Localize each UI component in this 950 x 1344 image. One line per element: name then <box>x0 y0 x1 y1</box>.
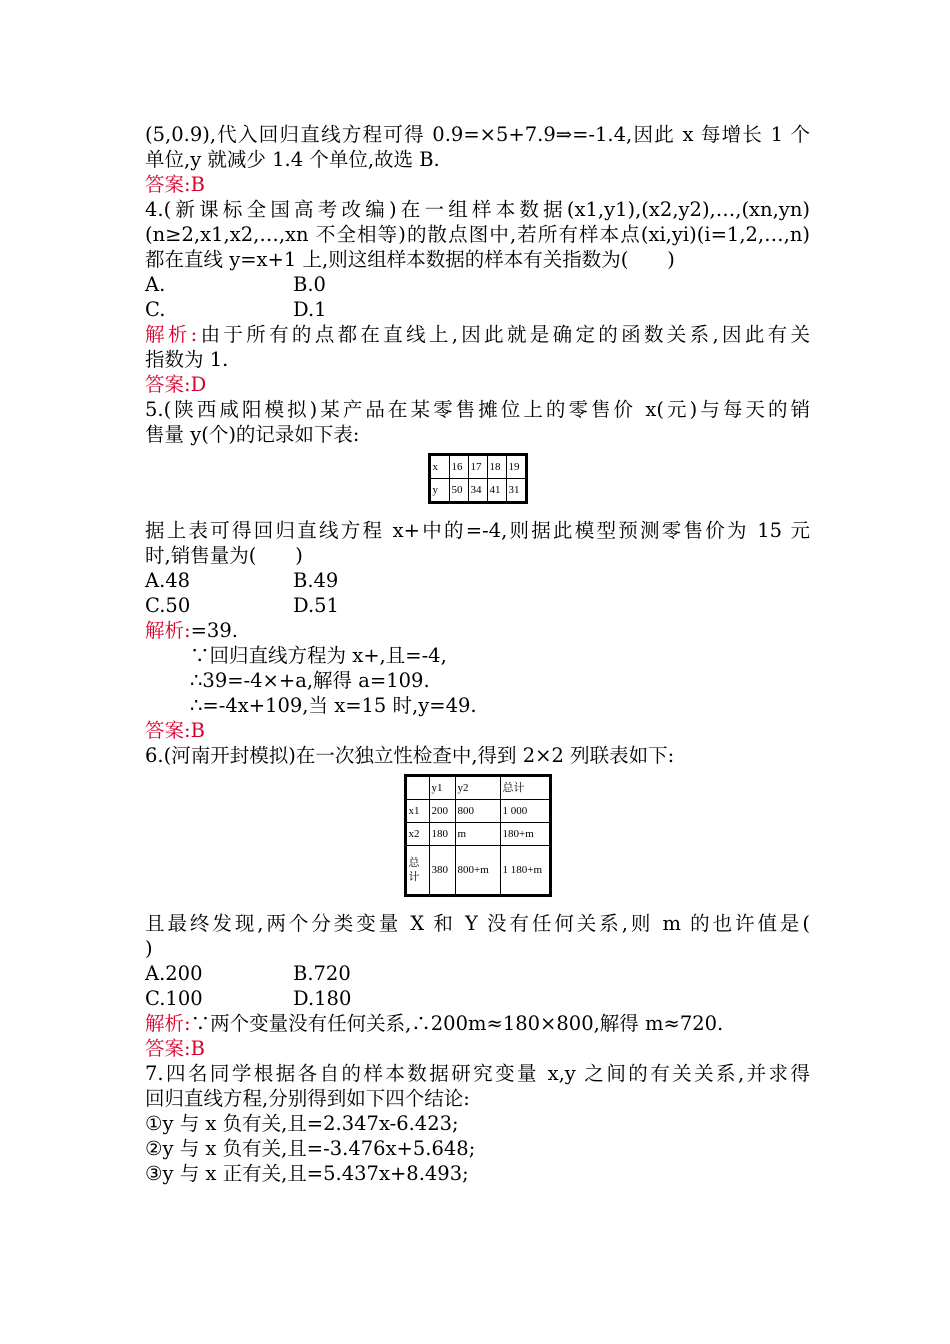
table-row <box>405 846 550 896</box>
intro-line-1: (5,0.9),代入回归直线方程可得 0.9=×5+7.9⇒=-1.4,因此 x 每增长 1 个 <box>145 123 810 146</box>
q6-option-c: C.100 <box>145 987 203 1010</box>
table-cell: 31 <box>506 479 526 503</box>
q4-option-d: D.1 <box>293 298 327 321</box>
table-cell: 180+m <box>500 823 550 846</box>
intro-line-2: 单位,y 就减少 1.4 个单位,故选 B. <box>145 148 440 171</box>
q4-option-b: B.0 <box>293 273 326 296</box>
q4-option-a: A. <box>145 273 166 296</box>
q4-analysis-line-1 <box>145 322 810 347</box>
table-cell: 200 <box>429 800 455 823</box>
q5-line-3: 据上表可得回归直线方程 x+中的=-4,则据此模型预测零售价为 15 元 <box>145 519 810 542</box>
q6-option-a: A.200 <box>145 962 203 985</box>
table-cell: 50 <box>449 479 468 503</box>
intro-answer: 答案:B <box>145 173 205 196</box>
q4-option-c: C. <box>145 298 166 321</box>
table-row <box>405 776 550 800</box>
table-cell: y1 <box>429 776 455 800</box>
table-cell: m <box>455 823 500 846</box>
table-cell: 总计 <box>500 776 550 800</box>
table-cell: x2 <box>405 823 429 846</box>
q5-options-row-2 <box>145 593 810 618</box>
q6-option-b: B.720 <box>293 962 351 985</box>
q6-options-row-2 <box>145 986 810 1011</box>
table-cell: 16 <box>449 455 468 479</box>
q5-option-d: D.51 <box>293 594 339 617</box>
q6-option-d: D.180 <box>293 987 352 1010</box>
q6-options-row-1 <box>145 961 810 986</box>
q5-line-1: 5.(陕西咸阳模拟)某产品在某零售摊位上的零售价 x(元)与每天的销 <box>145 398 810 421</box>
q4-line-3: 都在直线 y=x+1 上,则这组样本数据的样本有关指数为( ) <box>145 248 675 271</box>
q5-line-4: 时,销售量为( ) <box>145 544 303 567</box>
q5-options-row-1 <box>145 568 810 593</box>
q5-option-a: A.48 <box>145 569 191 592</box>
table-cell: 17 <box>468 455 487 479</box>
table-cell: 180 <box>429 823 455 846</box>
table-cell: 总计 <box>405 846 429 896</box>
q4-answer: 答案:D <box>145 373 207 396</box>
table-cell: x1 <box>405 800 429 823</box>
q4-line-1: 4.(新课标全国高考改编)在一组样本数据(x1,y1),(x2,y2),…,(xn,yn) <box>145 198 810 221</box>
table-cell: 1 180+m <box>500 846 550 896</box>
table-cell: y2 <box>455 776 500 800</box>
table-cell: 19 <box>506 455 526 479</box>
table-cell: x <box>429 455 449 479</box>
table-row <box>405 823 550 846</box>
q7-line-1: 7.四名同学根据各自的样本数据研究变量 x,y 之间的有关关系,并求得 <box>145 1062 810 1085</box>
q5-option-c: C.50 <box>145 594 191 617</box>
table-cell: 18 <box>487 455 506 479</box>
q5-analysis-text-1: =39. <box>190 619 238 642</box>
q4-analysis-line-2: 指数为 1. <box>145 348 229 371</box>
q5-answer: 答案:B <box>145 719 205 742</box>
q5-line-2: 售量 y(个)的记录如下表: <box>145 423 360 446</box>
table-cell: 41 <box>487 479 506 503</box>
q4-analysis-text-1: 由于所有的点都在直线上,因此就是确定的函数关系,因此有关 <box>197 323 810 346</box>
q4-options-row-2 <box>145 297 810 322</box>
document-page <box>145 122 810 1186</box>
q5-table-wrapper <box>145 453 810 504</box>
q6-analysis-line-1 <box>145 1011 810 1036</box>
q7-conclusion-2: ②y 与 x 负有关,且=-3.476x+5.648; <box>145 1137 476 1160</box>
q6-analysis-label: 解析: <box>145 1012 191 1035</box>
q7-conclusion-3: ③y 与 x 正有关,且=5.437x+8.493; <box>145 1162 469 1185</box>
q6-line-1: 6.(河南开封模拟)在一次独立性检查中,得到 2×2 列联表如下: <box>145 744 675 767</box>
table-row <box>429 479 526 503</box>
q5-analysis-line-4: ∴=-4x+109,当 x=15 时,y=49. <box>190 694 477 717</box>
q4-options-row-1 <box>145 272 810 297</box>
q5-analysis-label: 解析: <box>145 619 191 642</box>
table-cell: 380 <box>429 846 455 896</box>
table-row <box>405 800 550 823</box>
q5-price-sales-table <box>428 453 528 504</box>
q6-analysis-text-1: ∵两个变量没有任何关系,∴200m≈180×800,解得 m≈720. <box>190 1012 724 1035</box>
q7-line-2: 回归直线方程,分别得到如下四个结论: <box>145 1087 470 1110</box>
q6-answer: 答案:B <box>145 1037 205 1060</box>
table-cell: y <box>429 479 449 503</box>
q6-table-wrapper <box>145 774 810 897</box>
table-row <box>429 455 526 479</box>
q6-line-3: ) <box>145 937 153 960</box>
q4-line-2: (n≥2,x1,x2,…,xn 不全相等)的散点图中,若所有样本点(xi,yi)(i=1,2,…,n) <box>145 223 810 246</box>
q5-analysis-line-2: ∵回归直线方程为 x+,且=-4, <box>190 644 447 667</box>
q5-analysis-line-1 <box>145 618 810 643</box>
q6-contingency-table <box>404 774 552 897</box>
q6-line-2: 且最终发现,两个分类变量 X 和 Y 没有任何关系,则 m 的也许值是( <box>145 912 810 935</box>
table-cell <box>405 776 429 800</box>
table-cell: 1 000 <box>500 800 550 823</box>
table-cell: 800+m <box>455 846 500 896</box>
table-cell: 34 <box>468 479 487 503</box>
q5-analysis-line-3: ∴39=-4×+a,解得 a=109. <box>190 669 430 692</box>
q7-conclusion-1: ①y 与 x 负有关,且=2.347x-6.423; <box>145 1112 459 1135</box>
table-cell: 800 <box>455 800 500 823</box>
q4-analysis-label: 解析: <box>145 323 198 346</box>
q5-option-b: B.49 <box>293 569 339 592</box>
